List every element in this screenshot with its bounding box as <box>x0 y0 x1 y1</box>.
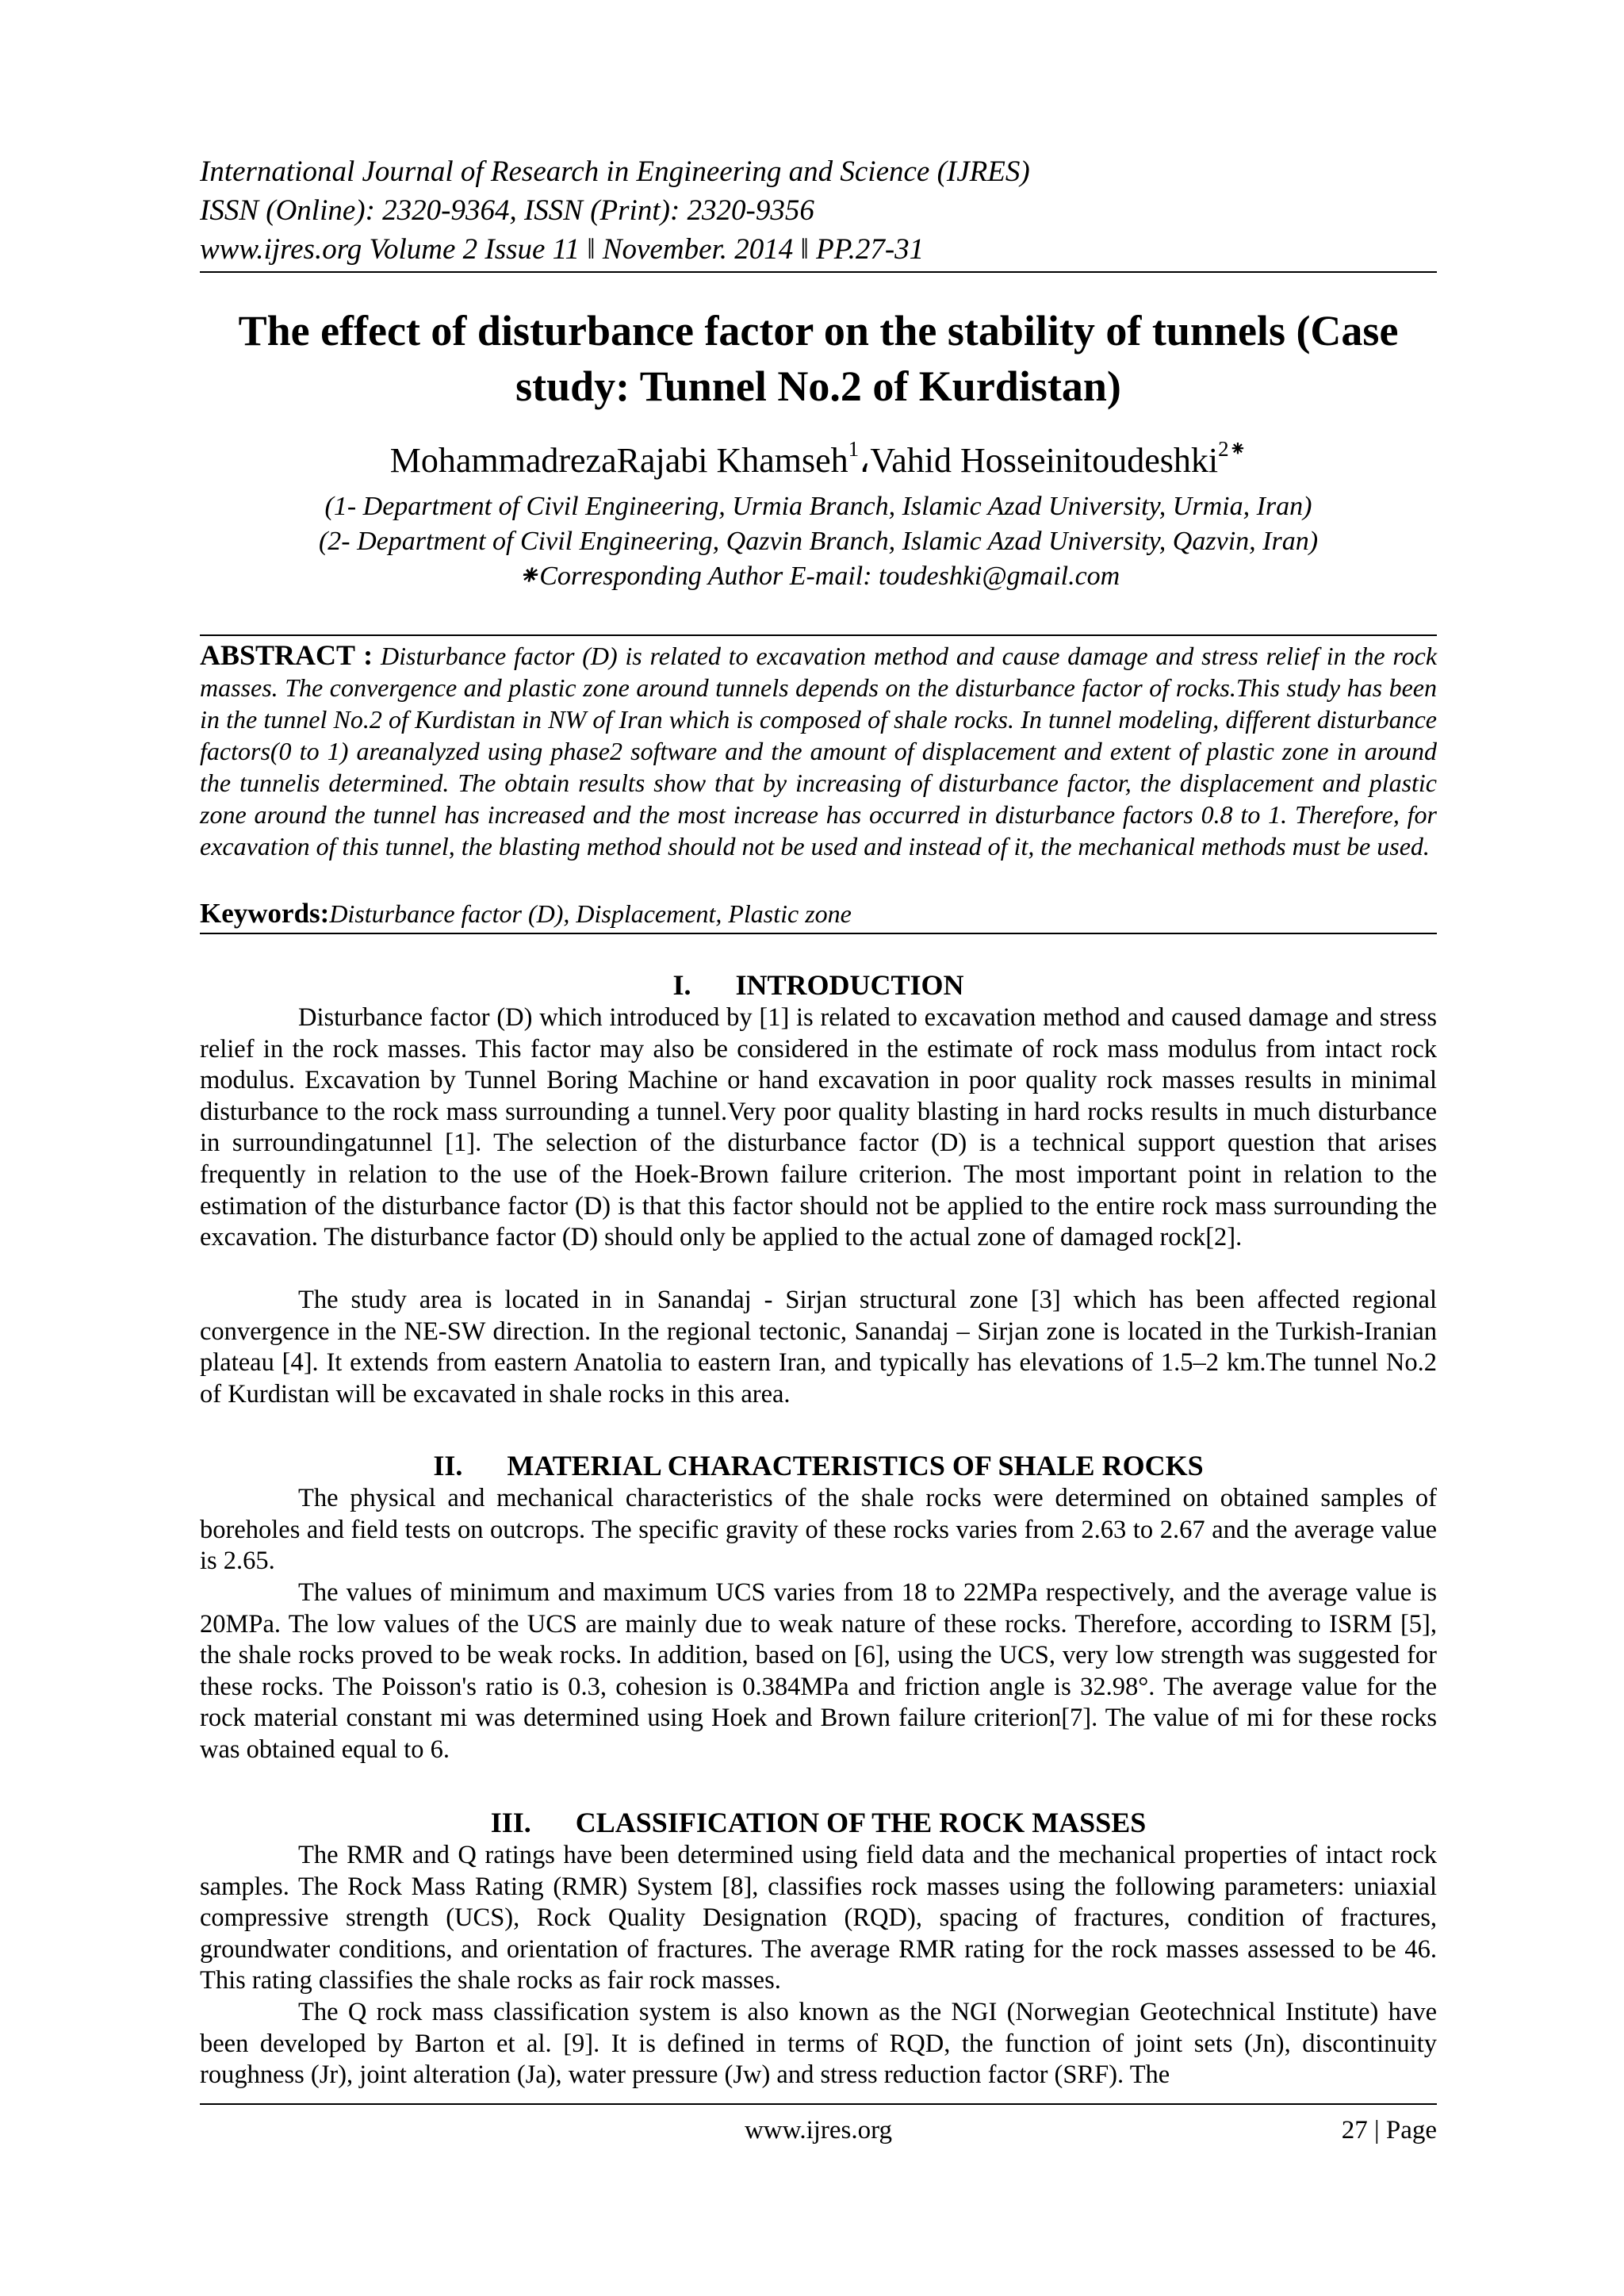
footer-page-number: 27 | Page <box>1341 2116 1437 2145</box>
abstract-label: ABSTRACT : <box>200 639 373 671</box>
intro-paragraph-1: Disturbance factor (D) which introduced by [1] is related to excavation method and caused damage and stress relief in the rock masses. This factor may also be considered in the estimate of rock mass modulus from intact rock modulus. Excavation by Tunnel Boring Machine or hand excavation in poor quality rock masses results in minimal disturbance to the rock mass surrounding a tunnel.Very poor quality blasting in hard rocks results in much disturbance in surroundingatunnel [1]. The selection of the disturbance factor (D) is a technical support question that arises frequently in relation to the use of the Hoek-Brown failure criterion. The most important point in relation to the estimation of the disturbance factor (D) is that this factor should not be applied to the entire rock mass surrounding the excavation. The disturbance factor (D) should only be applied to the actual zone of damaged rock[2]. <box>200 1003 1437 1252</box>
affiliation-2: (2- Department of Civil Engineering, Qazvin Branch, Islamic Azad University, Qazvin, Iran) <box>318 527 1319 556</box>
keywords <box>200 898 1437 930</box>
footer-website: www.ijres.org <box>744 2116 893 2145</box>
abstract-bottom-rule <box>200 933 1437 934</box>
author-line <box>200 439 1437 483</box>
author-2-affiliation-mark: 2⁕ <box>1218 437 1247 461</box>
section-heading-introduction <box>200 968 1437 1002</box>
journal-header <box>200 152 1437 269</box>
author-1-affiliation-mark: 1 <box>848 437 860 461</box>
footer-divider <box>200 2103 1437 2105</box>
header-divider <box>200 271 1437 273</box>
section-number: III. <box>490 1807 531 1838</box>
section-title: CLASSIFICATION OF THE ROCK MASSES <box>575 1807 1147 1838</box>
classification-paragraph-1: The RMR and Q ratings have been determined using field data and the mechanical properties of intact rock samples. The Rock Mass Rating (RMR) System [8], classifies rock masses using the following parameters: uniaxial compressive strength (UCS), Rock Quality Designation (RQD), spacing of fractures, condition of fractures, groundwater conditions, and orientation of fractures. The average RMR rating for the rock masses assessed to be 46. This rating classifies the shale rocks as fair rock masses. <box>200 1841 1437 1995</box>
section-heading-material <box>200 1448 1437 1483</box>
affiliation-1: (1- Department of Civil Engineering, Urmia Branch, Islamic Azad University, Urmia, Iran) <box>324 492 1312 521</box>
keywords-label: Keywords: <box>200 898 330 929</box>
corresponding-author: ⁕Corresponding Author E-mail: toudeshki@gmail.com <box>516 562 1120 591</box>
intro-paragraph-2: The study area is located in in Sanandaj - Sirjan structural zone [3] which has been affected regional convergence in the NE-SW direction. In the regional tectonic, Sanandaj – Sirjan zone is located in the Turkish-Iranian plateau [4]. It extends from eastern Anatolia to eastern Iran, and typically has elevations of 1.5–2 km.The tunnel No.2 of Kurdistan will be excavated in shale rocks in this area. <box>200 1286 1437 1409</box>
section-number: I. <box>672 969 691 1001</box>
paper-title: The effect of disturbance factor on the stability of tunnels (Case study: Tunnel No.2 of Kurdistan) <box>238 307 1399 410</box>
author-1: MohammadrezaRajabi Khamseh <box>389 441 848 480</box>
material-paragraph-2: The values of minimum and maximum UCS varies from 18 to 22MPa respectively, and the average value is 20MPa. The low values of the UCS are mainly due to weak nature of these rocks. Therefore, according to ISRM [5], the shale rocks proved to be weak rocks. In addition, based on [6], using the UCS, very low strength was suggested for these rocks. The Poisson's ratio is 0.3, cohesion is 0.384MPa and friction angle is 32.98°. The average value for the rock material constant mi was determined using Hoek and Brown failure criterion[7]. The value of mi for these rocks was obtained equal to 6. <box>200 1578 1437 1764</box>
section-title: INTRODUCTION <box>735 969 964 1001</box>
journal-issue: www.ijres.org Volume 2 Issue 11 ǁ November. 2014 ǁ PP.27-31 <box>200 233 925 266</box>
section-number: II. <box>433 1450 463 1481</box>
keywords-text: Disturbance factor (D), Displacement, Plastic zone <box>329 899 852 928</box>
journal-issn: ISSN (Online): 2320-9364, ISSN (Print): 2320-9356 <box>200 194 814 227</box>
abstract-text: Disturbance factor (D) is related to excavation method and cause damage and stress relief in the rock masses. The convergence and plastic zone around tunnels depends on the disturbance factor of rocks.This study has been in the tunnel No.2 of Kurdistan in NW of Iran which is composed of shale rocks. In tunnel modeling, different disturbance factors(0 to 1) areanalyzed using phase2 software and the amount of displacement and extent of plastic zone in around the tunnelis determined. The obtain results show that by increasing of disturbance factor, the displacement and plastic zone around the tunnel has increased and the most increase has occurred in disturbance factors 0.8 to 1. Therefore, for excavation of this tunnel, the blasting method should not be used and instead of it, the mechanical methods must be used. <box>200 642 1438 861</box>
material-paragraph-1: The physical and mechanical characteristics of the shale rocks were determined on obtained samples of boreholes and field tests on outcrops. The specific gravity of these rocks varies from 2.63 to 2.67 and the average value is 2.65. <box>200 1484 1437 1576</box>
author-separator: ، <box>859 441 871 480</box>
section-heading-classification <box>200 1805 1437 1840</box>
journal-name: International Journal of Research in Engineering and Science (IJRES) <box>200 155 1030 188</box>
section-title: MATERIAL CHARACTERISTICS OF SHALE ROCKS <box>507 1450 1204 1481</box>
classification-paragraph-2: The Q rock mass classification system is also known as the NGI (Norwegian Geotechnical Institute) have been developed by Barton et al. [9]. It is defined in terms of RQD, the function of joint sets (Jn), discontinuity roughness (Jr), joint alteration (Ja), water pressure (Jw) and stress reduction factor (SRF). The <box>200 1998 1437 2090</box>
abstract <box>200 639 1437 862</box>
abstract-top-rule <box>200 634 1437 636</box>
author-2: Vahid Hosseinitoudeshki <box>870 441 1219 480</box>
